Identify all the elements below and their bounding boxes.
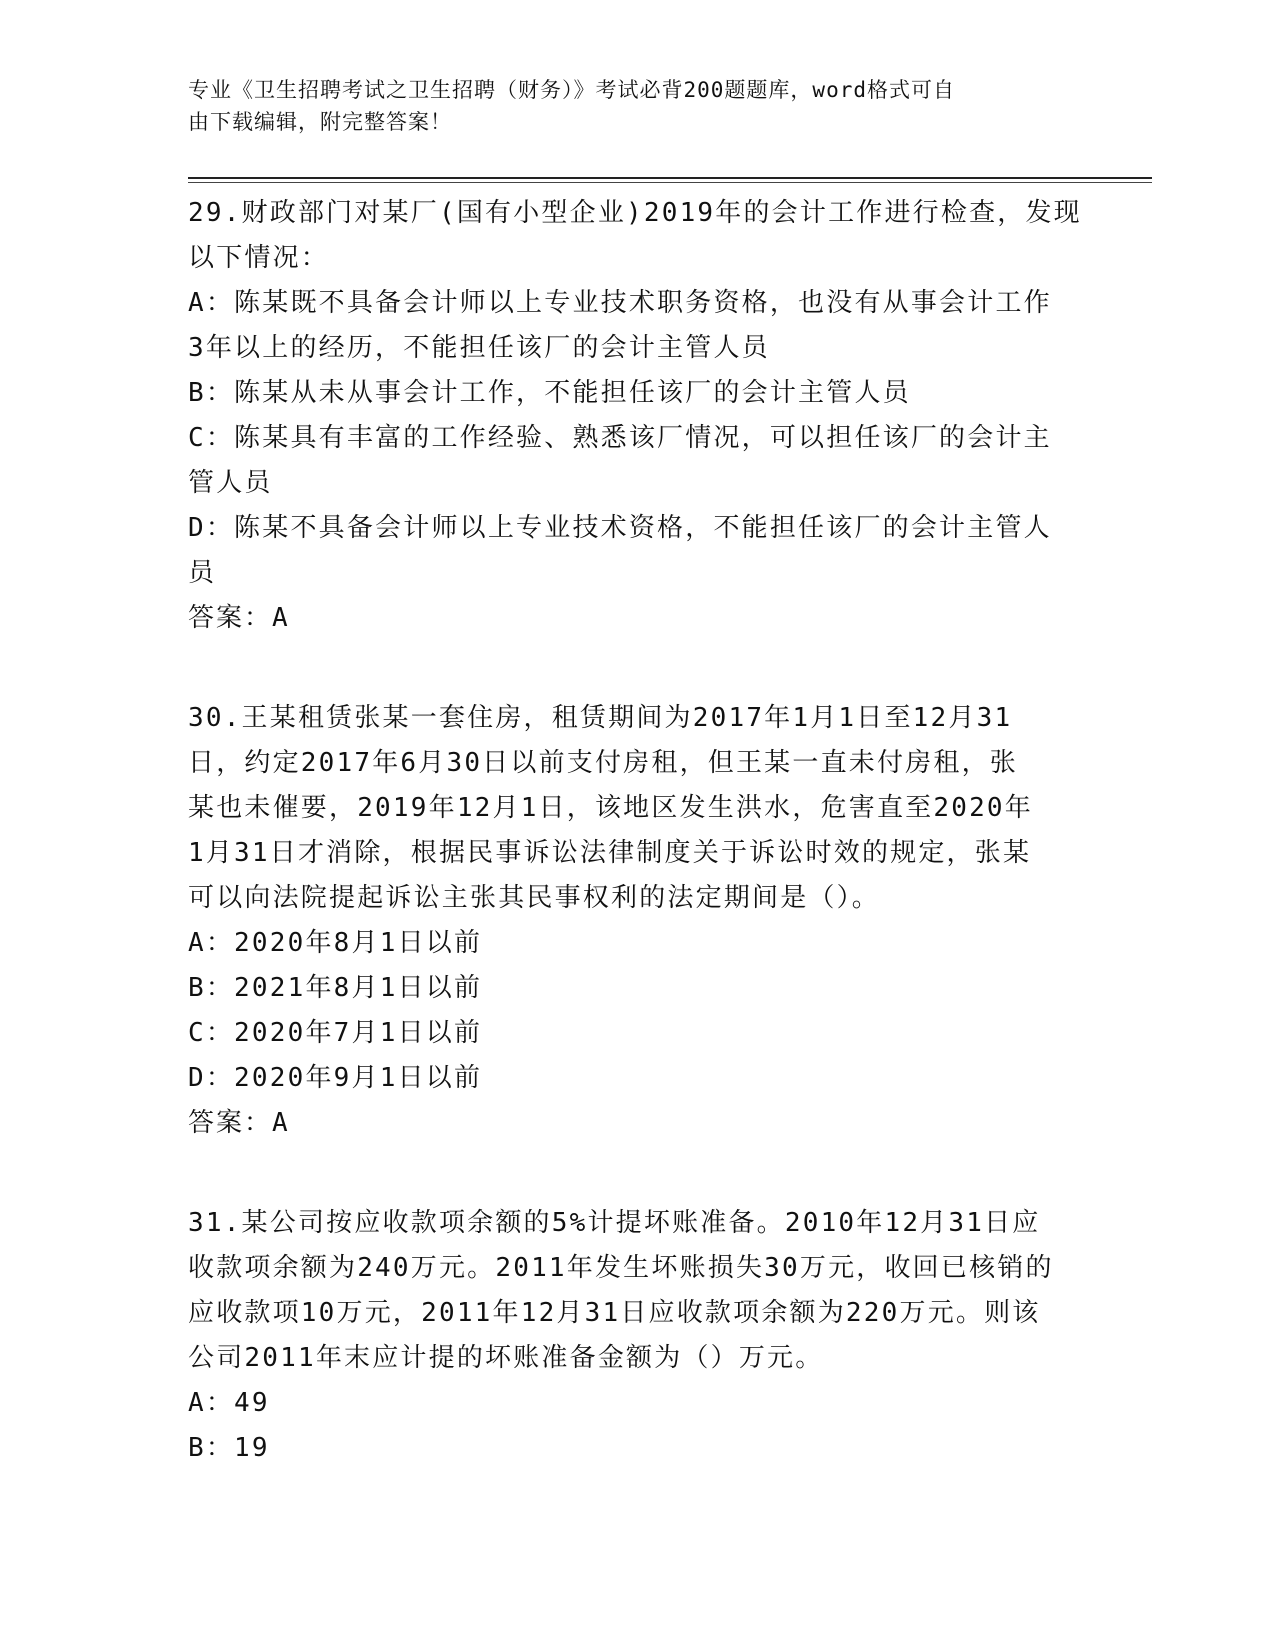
- question-stem-line: 应收款项10万元，2011年12月31日应收款项余额为220万元。则该: [188, 1298, 1041, 1328]
- question-stem-line: 1月31日才消除，根据民事诉讼法律制度关于诉讼时效的规定，张某: [188, 838, 1032, 868]
- document-header: [188, 74, 1068, 138]
- answer-option-line: A：陈某既不具备会计师以上专业技术职务资格，也没有从事会计工作: [188, 288, 1052, 318]
- header-line-2: 由下载编辑，附完整答案！: [188, 110, 452, 134]
- answer-option-line: 员: [188, 558, 217, 588]
- answer-option-line: 3年以上的经历，不能担任该厂的会计主管人员: [188, 333, 770, 363]
- question-stem-line: 某也未催要，2019年12月1日，该地区发生洪水，危害直至2020年: [188, 793, 1033, 823]
- question-stem-line: 公司2011年末应计提的坏账准备金额为（）万元。: [188, 1343, 824, 1373]
- answer-key: 答案：A: [188, 603, 290, 633]
- answer-option-line: B：2021年8月1日以前: [188, 973, 483, 1003]
- question-list: [188, 191, 1088, 1471]
- answer-option-line: C：陈某具有丰富的工作经验、熟悉该厂情况，可以担任该厂的会计主: [188, 423, 1052, 453]
- question-stem-line: 可以向法院提起诉讼主张其民事权利的法定期间是（）。: [188, 883, 881, 913]
- answer-option-line: B：陈某从未从事会计工作，不能担任该厂的会计主管人员: [188, 378, 911, 408]
- question-stem-line: 收款项余额为240万元。2011年发生坏账损失30万元，收回已核销的: [188, 1253, 1054, 1283]
- question-stem-line: 以下情况：: [188, 243, 330, 273]
- header-divider-thick: [188, 177, 1152, 179]
- header-divider-thin: [188, 182, 1152, 183]
- answer-option-line: A：2020年8月1日以前: [188, 928, 483, 958]
- header-line-1: 专业《卫生招聘考试之卫生招聘（财务）》考试必背200题题库，word格式可自: [188, 78, 955, 102]
- answer-option-line: B：19: [188, 1433, 270, 1463]
- question-stem-line: 30.王某租赁张某一套住房，租赁期间为2017年1月1日至12月31: [188, 703, 1013, 733]
- question-spacer: [188, 641, 1088, 696]
- answer-option-line: 管人员: [188, 468, 273, 498]
- question-block: [188, 1201, 1088, 1471]
- question-block: [188, 191, 1088, 641]
- question-stem-line: 日，约定2017年6月30日以前支付房租，但王某一直未付房租，张: [188, 748, 1018, 778]
- question-stem-line: 31.某公司按应收款项余额的5%计提坏账准备。2010年12月31日应: [188, 1208, 1041, 1238]
- answer-option-line: D：2020年9月1日以前: [188, 1063, 483, 1093]
- answer-option-line: D：陈某不具备会计师以上专业技术资格，不能担任该厂的会计主管人: [188, 513, 1052, 543]
- question-spacer: [188, 1146, 1088, 1201]
- answer-key: 答案：A: [188, 1108, 290, 1138]
- question-stem-line: 29.财政部门对某厂(国有小型企业)2019年的会计工作进行检查，发现: [188, 198, 1082, 228]
- answer-option-line: A：49: [188, 1388, 270, 1418]
- answer-option-line: C：2020年7月1日以前: [188, 1018, 483, 1048]
- question-block: [188, 696, 1088, 1146]
